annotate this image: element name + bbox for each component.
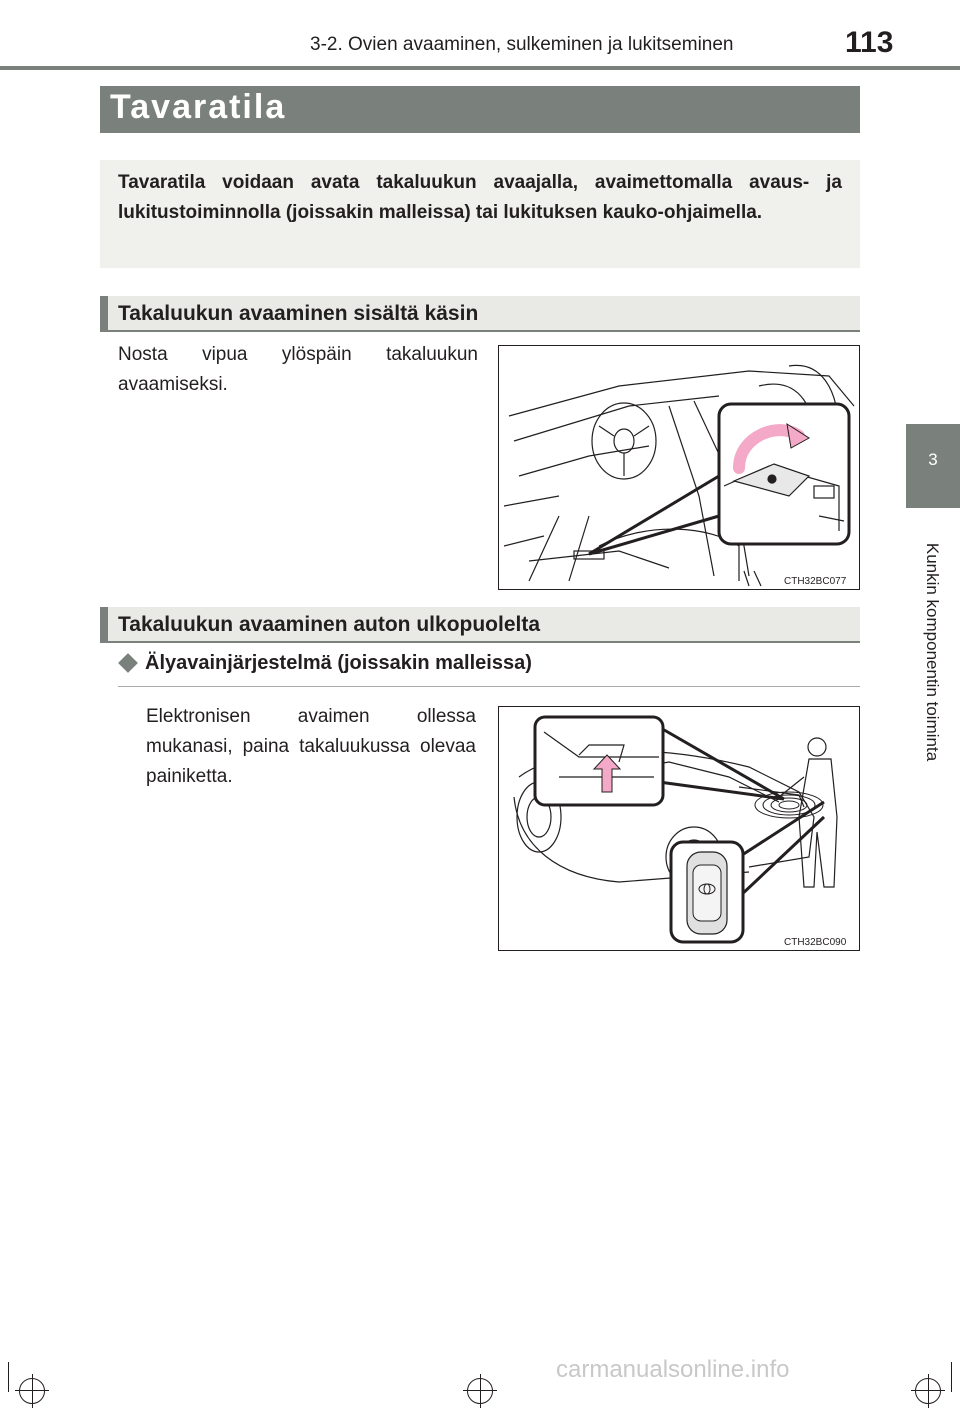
watermark: carmanualsonline.info bbox=[556, 1356, 790, 1383]
crop-mark bbox=[951, 1362, 952, 1392]
body-text-outside: Elektronisen avaimen ollessa mukanasi, paina takaluukussa olevaa painiketta. bbox=[146, 706, 476, 787]
diamond-bullet-icon bbox=[118, 653, 138, 673]
section-accent bbox=[100, 296, 108, 332]
section-title-outside: Takaluukun avaaminen auton ulkopuolelta bbox=[118, 613, 541, 636]
running-header: 3-2. Ovien avaaminen, sulkeminen ja lukitseminen bbox=[310, 34, 734, 55]
page-title: Tavaratila bbox=[110, 88, 287, 126]
interior-illustration bbox=[499, 346, 859, 589]
registration-mark bbox=[928, 1374, 929, 1408]
registration-mark bbox=[32, 1374, 33, 1408]
body-text-inside: Nosta vipua ylöspäin takaluukun avaamiseksi. bbox=[118, 344, 478, 395]
figure-interior-lever bbox=[498, 345, 860, 590]
crop-mark bbox=[8, 1362, 9, 1392]
exterior-illustration bbox=[499, 707, 859, 950]
chapter-number: 3 bbox=[928, 450, 938, 469]
figure-code: CTH32BC090 bbox=[784, 937, 847, 948]
chapter-title: Kunkin komponentin toiminta bbox=[923, 542, 942, 762]
figure-exterior-button bbox=[498, 706, 860, 951]
page-number: 113 bbox=[845, 26, 894, 59]
intro-text: Tavaratila voidaan avata takaluukun avaajalla, avaimettomalla avaus- ja lukitustoiminnolla (joissakin malleissa) tai lukituksen kauko-ohjaimella. bbox=[118, 172, 842, 223]
header-rule bbox=[0, 66, 960, 70]
figure-code: CTH32BC077 bbox=[784, 576, 847, 587]
subheading-smart-key: Älyavainjärjestelmä (joissakin malleissa) bbox=[145, 652, 532, 674]
section-accent bbox=[100, 607, 108, 643]
registration-mark bbox=[480, 1374, 481, 1408]
subheading-rule bbox=[118, 686, 860, 687]
section-title-inside: Takaluukun avaaminen sisältä käsin bbox=[118, 302, 479, 325]
